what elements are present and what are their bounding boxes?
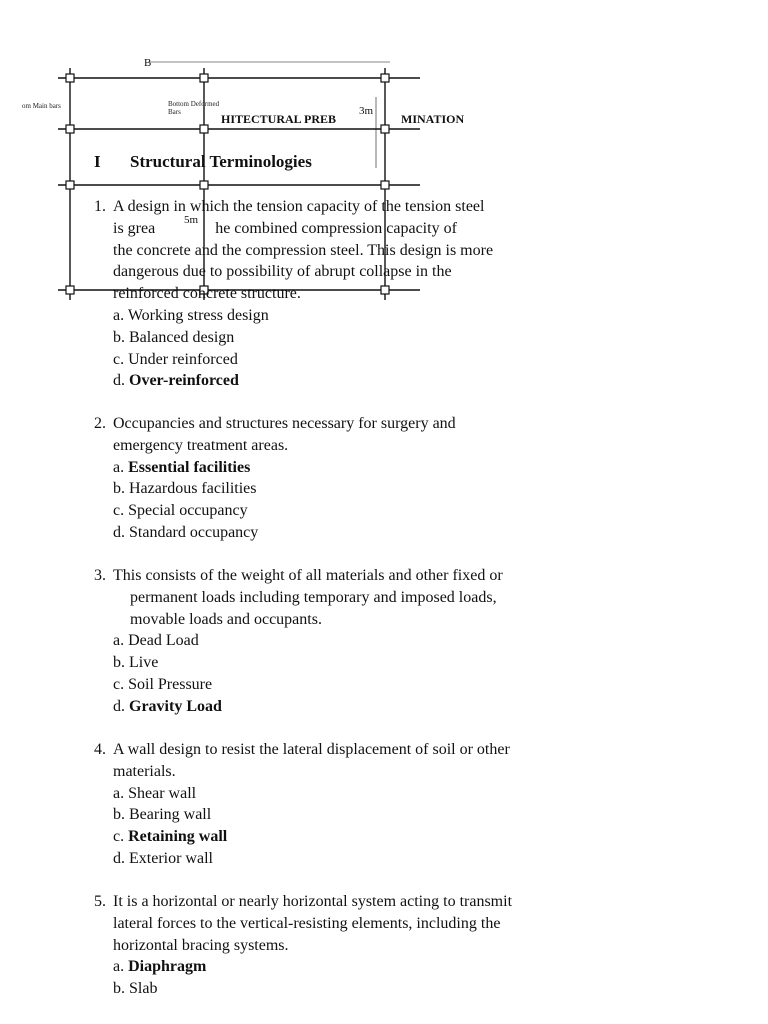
- question-number: 2.: [94, 415, 106, 432]
- option-letter: a.: [113, 958, 125, 976]
- option-b: [94, 478, 574, 500]
- main-bars-note: om Main bars: [22, 102, 61, 110]
- dimension-5m: 5m: [184, 214, 199, 226]
- option-b: [94, 804, 574, 826]
- option-c: [94, 500, 574, 522]
- question-1: [94, 196, 574, 392]
- question-line: It is a horizontal or nearly horizontal system acting to transmit: [113, 893, 513, 910]
- option-text: Exterior wall: [129, 849, 213, 867]
- option-letter: d.: [113, 849, 125, 867]
- option-letter: d.: [113, 523, 125, 541]
- question-line: A design in which the tension capacity of the tension steel: [113, 198, 485, 215]
- question-line: Occupancies and structures necessary for surgery and: [113, 415, 456, 432]
- question-number: 5.: [94, 893, 106, 910]
- option-d-answer: [94, 696, 574, 718]
- option-b: [94, 327, 574, 349]
- question-line: dangerous due to possibility of abrupt collapse in the: [113, 263, 452, 281]
- bottom-bars-note-line-1: Bottom Deformed: [168, 100, 220, 108]
- question-number: 1.: [94, 198, 106, 215]
- option-letter: c.: [113, 502, 125, 520]
- option-text: Balanced design: [129, 328, 235, 346]
- question-line: the concrete and the compression steel. This design is more: [113, 241, 494, 259]
- question-4: [94, 739, 574, 870]
- question-line: materials.: [113, 762, 176, 780]
- bottom-bars-note-line-2: Bars: [168, 108, 181, 116]
- option-text: Under reinforced: [128, 350, 238, 368]
- option-a-answer: [94, 457, 574, 479]
- question-line: [113, 218, 574, 240]
- option-text: Working stress design: [127, 306, 269, 324]
- question-3: [94, 565, 574, 718]
- question-line: A wall design to resist the lateral displacement of soil or other: [113, 741, 510, 758]
- question-4-text: [94, 739, 574, 783]
- question-3-text: [94, 565, 574, 630]
- option-text: Hazardous facilities: [129, 480, 257, 498]
- option-a-answer: [94, 956, 574, 978]
- option-letter: a.: [113, 632, 125, 650]
- section-title: Structural Terminologies: [130, 152, 312, 171]
- section-heading: [94, 152, 312, 172]
- option-a: [94, 630, 574, 652]
- option-text: Gravity Load: [129, 697, 222, 715]
- question-line: lateral forces to the vertical-resisting elements, including the: [113, 914, 501, 932]
- option-text: Shear wall: [128, 784, 197, 802]
- option-text: Diaphragm: [128, 958, 207, 976]
- option-letter: b.: [113, 328, 125, 346]
- option-letter: a.: [113, 306, 125, 324]
- option-letter: a.: [113, 458, 125, 476]
- question-line: permanent loads including temporary and imposed loads,: [130, 588, 497, 606]
- question-1-text: [94, 196, 574, 305]
- option-text: Bearing wall: [129, 806, 212, 824]
- option-letter: d.: [113, 372, 125, 390]
- option-letter: b.: [113, 654, 125, 672]
- option-text: Essential facilities: [128, 458, 251, 476]
- question-number: 4.: [94, 741, 106, 758]
- question-line: horizontal bracing systems.: [113, 936, 289, 954]
- header-fragment-right: MINATION: [401, 112, 465, 126]
- option-c: [94, 674, 574, 696]
- question-2: [94, 413, 574, 544]
- option-letter: c.: [113, 350, 125, 368]
- option-letter: b.: [113, 480, 125, 498]
- option-letter: d.: [113, 697, 125, 715]
- option-text: Live: [129, 654, 159, 672]
- option-text: Soil Pressure: [128, 675, 213, 693]
- option-letter: c.: [113, 828, 125, 846]
- option-c: [94, 349, 574, 371]
- option-text: Dead Load: [128, 632, 199, 650]
- option-b: [94, 978, 574, 1000]
- header-fragment-left: HITECTURAL PREB: [221, 112, 337, 126]
- option-text: Slab: [129, 980, 158, 998]
- question-line-part: he combined compression capacity of: [215, 219, 457, 237]
- grid-label-b: B: [144, 57, 152, 69]
- option-b: [94, 652, 574, 674]
- question-line: reinforced concrete structure.: [113, 285, 301, 303]
- option-text: Over-reinforced: [129, 372, 239, 390]
- option-d-answer: [94, 370, 574, 392]
- option-a: [94, 305, 574, 327]
- bottom-bars-note: [168, 100, 219, 116]
- option-d: [94, 848, 574, 870]
- question-line: This consists of the weight of all materials and other fixed or: [113, 567, 503, 584]
- option-letter: a.: [113, 784, 125, 802]
- option-text: Standard occupancy: [129, 523, 259, 541]
- dimension-3m: 3m: [359, 105, 374, 117]
- option-d: [94, 522, 574, 544]
- option-c-answer: [94, 826, 574, 848]
- question-line-part: is grea: [113, 219, 156, 237]
- option-a: [94, 783, 574, 805]
- option-letter: b.: [113, 980, 125, 998]
- question-5: [94, 891, 574, 1000]
- question-number: 3.: [94, 567, 106, 584]
- option-letter: c.: [113, 675, 125, 693]
- question-line: emergency treatment areas.: [113, 436, 289, 454]
- question-5-text: [94, 891, 574, 956]
- question-2-text: [94, 413, 574, 457]
- option-letter: b.: [113, 806, 125, 824]
- option-text: Retaining wall: [128, 828, 228, 846]
- option-text: Special occupancy: [128, 502, 248, 520]
- section-number: I: [94, 152, 101, 171]
- question-line: movable loads and occupants.: [130, 610, 322, 628]
